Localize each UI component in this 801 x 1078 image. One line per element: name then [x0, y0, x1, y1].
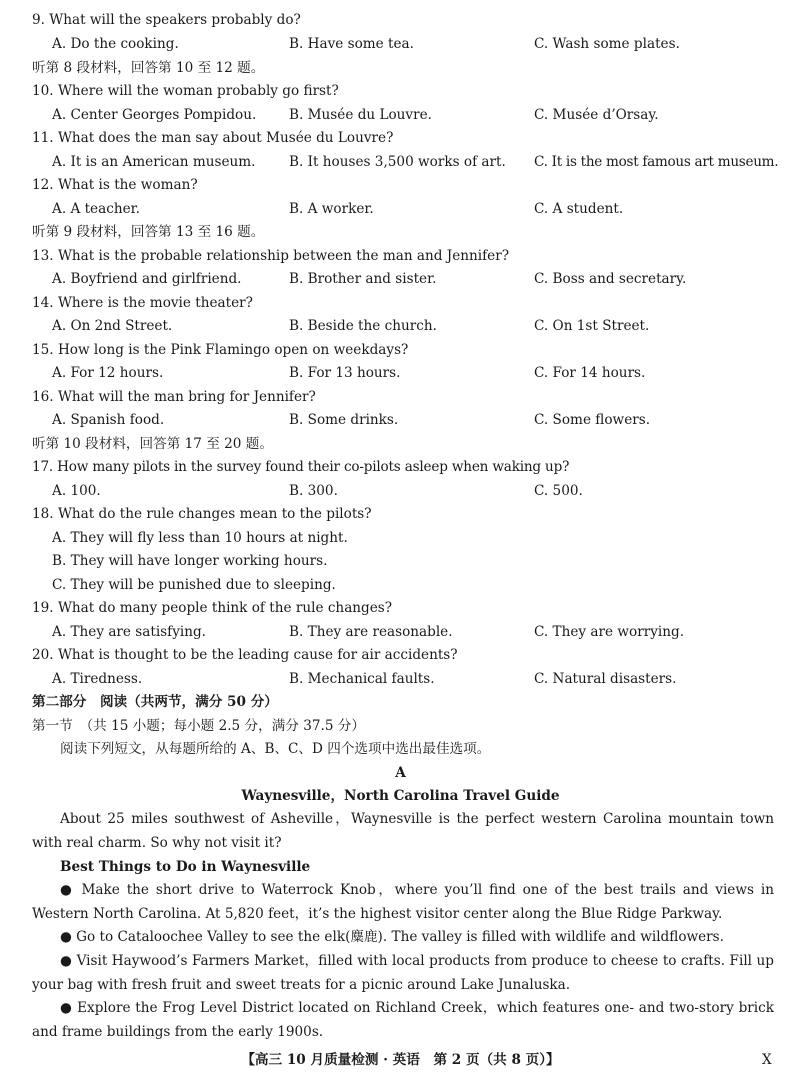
question-12-option-a: A. A teacher. [52, 201, 140, 217]
question-11-option-a: A. It is an American museum. [52, 154, 256, 170]
question-14-stem: 14. Where is the movie theater? [32, 295, 253, 311]
part-two-heading: 第二部分 阅读（共两节，满分 50 分） [32, 694, 278, 710]
question-20-option-a: A. Tiredness. [52, 671, 143, 687]
question-11-option-c: C. It is the most famous art museum. [534, 154, 779, 170]
question-15-option-b: B. For 13 hours. [289, 365, 401, 381]
question-10-stem: 10. Where will the woman probably go first? [32, 83, 339, 99]
question-9-option-b: B. Have some tea. [289, 36, 414, 52]
question-11-option-b: B. It houses 3,500 works of art. [289, 154, 506, 170]
question-16-option-c: C. Some flowers. [534, 412, 651, 428]
question-16-option-b: B. Some drinks. [289, 412, 399, 428]
bullet-item: ● Make the short drive to Waterrock Knob，where you’ll find one of the best trails and views in Western North Carolina. At 5,820 feet，it’s the highest visitor center along the Blue Ridge Parkway. [32, 882, 774, 922]
passage-letter: A [395, 765, 406, 781]
question-16-option-a: A. Spanish food. [52, 412, 165, 428]
question-17-option-c: C. 500. [534, 483, 583, 499]
segment-8-instruction: 听第 8 段材料，回答第 10 至 12 题。 [32, 60, 265, 76]
bullet-item: ● Visit Haywood’s Farmers Market，filled with local products from produce to cheese to crafts. Fill up your bag with fresh fruit and sweet treats for a picnic around Lake Junaluska. [32, 953, 774, 993]
question-15-option-c: C. For 14 hours. [534, 365, 646, 381]
question-10-option-b: B. Musée du Louvre. [289, 107, 432, 123]
segment-10-instruction: 听第 10 段材料，回答第 17 至 20 题。 [32, 436, 273, 452]
passage-title: Waynesville，North Carolina Travel Guide [241, 788, 560, 804]
question-15-stem: 15. How long is the Pink Flamingo open on weekdays? [32, 342, 409, 358]
reading-instruction: 阅读下列短文，从每题所给的 A、B、C、D 四个选项中选出最佳选项。 [60, 741, 491, 757]
question-13-option-b: B. Brother and sister. [289, 271, 437, 287]
question-17-option-b: B. 300. [289, 483, 338, 499]
footer-mark: X [762, 1052, 772, 1068]
question-18-stem: 18. What do the rule changes mean to the pilots? [32, 506, 372, 522]
question-17-option-a: A. 100. [52, 483, 101, 499]
question-9-stem: 9. What will the speakers probably do? [32, 12, 301, 28]
question-12-option-c: C. A student. [534, 201, 624, 217]
question-19-option-c: C. They are worrying. [534, 624, 685, 640]
bullet-item: ● Go to Cataloochee Valley to see the elk(麋鹿). The valley is filled with wildlife and wildflowers. [60, 929, 724, 945]
passage-subheading: Best Things to Do in Waynesville [60, 859, 311, 875]
question-16-stem: 16. What will the man bring for Jennifer? [32, 389, 316, 405]
question-18-option-c: C. They will be punished due to sleeping. [52, 577, 336, 593]
question-12-stem: 12. What is the woman? [32, 177, 198, 193]
question-19-stem: 19. What do many people think of the rule changes? [32, 600, 393, 616]
question-18-option-a: A. They will fly less than 10 hours at night. [52, 530, 348, 546]
question-20-stem: 20. What is thought to be the leading cause for air accidents? [32, 647, 458, 663]
segment-9-instruction: 听第 9 段材料，回答第 13 至 16 题。 [32, 224, 265, 240]
question-14-option-c: C. On 1st Street. [534, 318, 650, 334]
bullet-item: ● Explore the Frog Level District located on Richland Creek，which features one- and two-story brick and frame buildings from the early 1900s. [32, 1000, 774, 1040]
question-9-option-c: C. Wash some plates. [534, 36, 680, 52]
question-15-option-a: A. For 12 hours. [52, 365, 164, 381]
question-19-option-b: B. They are reasonable. [289, 624, 453, 640]
question-10-option-c: C. Musée d’Orsay. [534, 107, 659, 123]
question-14-option-a: A. On 2nd Street. [52, 318, 173, 334]
question-17-stem: 17. How many pilots in the survey found their co-pilots asleep when waking up? [32, 459, 570, 475]
question-20-option-b: B. Mechanical faults. [289, 671, 435, 687]
section-one-heading: 第一节 （共 15 小题；每小题 2.5 分，满分 37.5 分） [32, 718, 365, 734]
question-20-option-c: C. Natural disasters. [534, 671, 677, 687]
question-11-stem: 11. What does the man say about Musée du Louvre? [32, 130, 394, 146]
question-12-option-b: B. A worker. [289, 201, 374, 217]
page-footer: 【高三 10 月质量检测 · 英语 第 2 页（共 8 页）】 [241, 1052, 560, 1068]
question-9-option-a: A. Do the cooking. [52, 36, 179, 52]
question-13-option-c: C. Boss and secretary. [534, 271, 687, 287]
question-19-option-a: A. They are satisfying. [52, 624, 206, 640]
passage-intro: About 25 miles southwest of Asheville，Waynesville is the perfect western Carolina mountain town with real charm. So why not visit it? [32, 811, 774, 851]
question-10-option-a: A. Center Georges Pompidou. [52, 107, 257, 123]
question-14-option-b: B. Beside the church. [289, 318, 437, 334]
question-13-option-a: A. Boyfriend and girlfriend. [52, 271, 242, 287]
question-13-stem: 13. What is the probable relationship between the man and Jennifer? [32, 248, 509, 264]
question-18-option-b: B. They will have longer working hours. [52, 553, 328, 569]
